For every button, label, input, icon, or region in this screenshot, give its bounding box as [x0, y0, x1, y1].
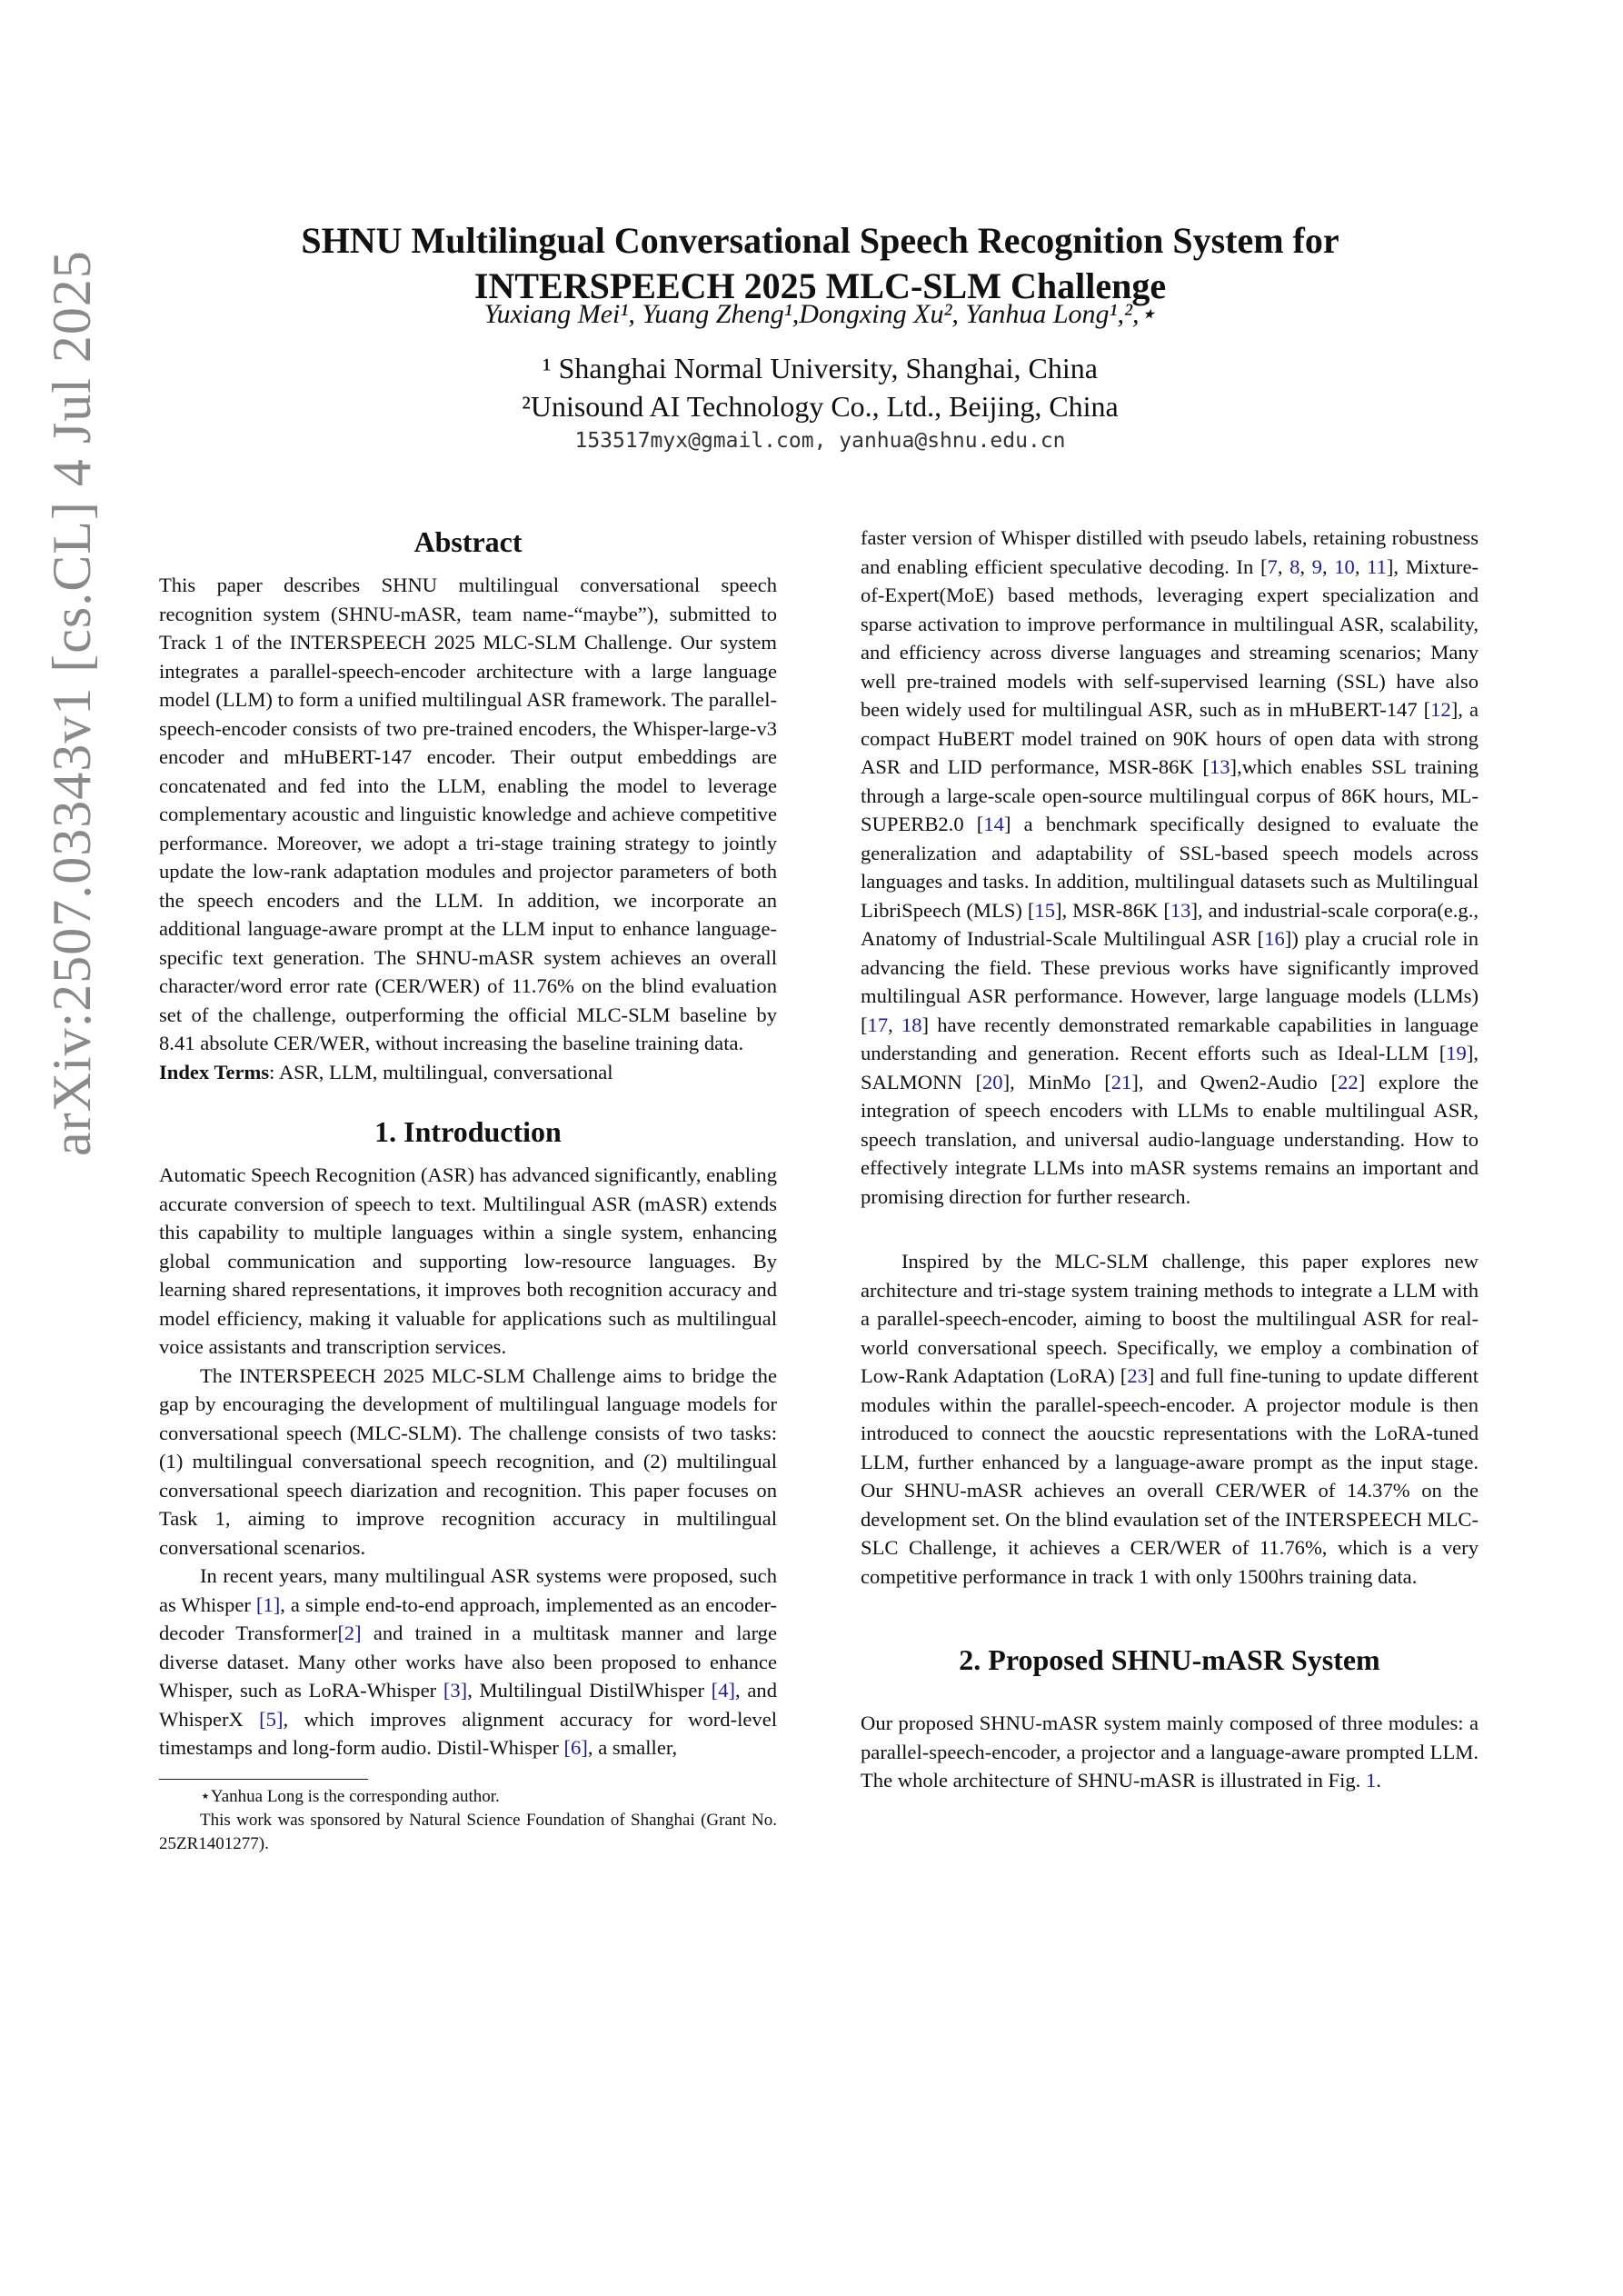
abstract-text: This paper describes SHNU multilingual conversational speech recognition system (SHNU-mASR, team name-“maybe”), submitted to Track 1 of the INTERSPEECH 2025 MLC-SLM Challenge. Our system integrates a parallel-speech-encoder architecture with a large language model (LLM) to form a unified multilingual ASR framework. The parallel-speech-encoder consists of two pre-trained encoders, the Whisper-large-v3 encoder and mHuBERT-147 encoder. Their output embeddings are concatenated and fed into the LLM, enabling the model to leverage complementary acoustic and linguistic knowledge and achieve competitive performance. Moreover, we adopt a tri-stage training strategy to jointly update the low-rank adaptation modules and projector parameters of both the speech encoders and the LLM. In addition, we incorporate an additional language-aware prompt at the LLM input to enhance language-specific text generation. The SHNU-mASR system achieves an overall character/word error rate (CER/WER) of 11.76% on the blind evaluation set of the challenge, outperforming the official MLC-SLM baseline by 8.41 absolute CER/WER, without increasing the baseline training data. [159, 574, 777, 1054]
citation-link[interactable]: 18 [901, 1013, 922, 1036]
citation-link[interactable]: 7 [1267, 554, 1278, 578]
affiliation-2: ²Unisound AI Technology Co., Ltd., Beijing, China [522, 390, 1119, 423]
citation-link[interactable]: 22 [1338, 1070, 1359, 1093]
citation-link[interactable]: 11 [1367, 554, 1387, 578]
citation-link[interactable]: 19 [1446, 1042, 1467, 1064]
author-list: Yuxiang Mei¹, Yuang Zheng¹,Dongxing Xu², Yanhua Long¹,²,⋆ [483, 299, 1157, 329]
citation-link[interactable]: 14 [983, 813, 1004, 835]
citation-link[interactable]: [4] [711, 1679, 736, 1702]
citation-link[interactable]: 20 [981, 1070, 1003, 1093]
motivation-paragraph: Inspired by the MLC-SLM challenge, this paper explores new architecture and tri-stage system training methods to integrate a LLM with a parallel-speech-encoder, aiming to boost the multilingual ASR for real-world conversational speech. Specifically, we employ a combination of Low-Rank Adaptation (LoRA) [23] and full fine-tuning to update different modules within the parallel-speech-encoder. A projector module is then introduced to connect the aoucstic representations with the LoRA-tuned LLM, further enhanced by a language-aware prompt as the input stage. Our SHNU-mASR achieves an overall CER/WER of 14.37% on the development set. On the blind evaulation set of the INTERSPEECH MLC-SLC Challenge, it achieves a CER/WER of 11.76%, which is a very competitive performance in track 1 with only 1500hrs training data. [861, 1250, 1479, 1588]
left-column [159, 524, 777, 1856]
affiliation-1: ¹ Shanghai Normal University, Shanghai, China [543, 352, 1098, 384]
figure-link[interactable]: 1 [1365, 1769, 1377, 1792]
arxiv-identifier: arXiv:2507.03343v1 [cs.CL] 4 Jul 2025 [42, 250, 102, 1156]
paper-title [164, 218, 1477, 309]
intro-paragraph-1: Automatic Speech Recognition (ASR) has advanced significantly, enabling accurate conversion of speech to text. Multilingual ASR (mASR) extends this capability to multiple languages within a single system, enhancing global communication and supporting low-resource languages. By learning shared representations, it improves both recognition accuracy and model efficiency, making it valuable for applications such as multilingual voice assistants and transcription services. [159, 1163, 777, 1358]
citation-link[interactable]: 21 [1110, 1070, 1132, 1093]
title-line-2: INTERSPEECH 2025 MLC-SLM Challenge [473, 265, 1167, 306]
citation-link[interactable]: 8 [1289, 554, 1300, 578]
citation-link[interactable]: 13 [1170, 898, 1191, 922]
introduction-heading: 1. Introduction [374, 1115, 562, 1148]
title-block [164, 218, 1477, 453]
footnote-corresponding-author: ⋆Yanhua Long is the corresponding author. [200, 1786, 500, 1806]
section-2-heading: 2. Proposed SHNU-mASR System [959, 1643, 1380, 1676]
index-terms [159, 1058, 777, 1087]
index-terms-label: Index Terms [159, 1060, 270, 1083]
intro-paragraph-3: In recent years, many multilingual ASR systems were proposed, such as Whisper [1], a simple end-to-end approach, implemented as an encoder-decoder Transformer[2] and trained in a multitask manner and large diverse dataset. Many other works have also been proposed to enhance Whisper, such as LoRA-Whisper [3], Multilingual DistilWhisper [4], and WhisperX [5], which improves alignment accuracy for word-level timestamps and long-form audio. Distil-Whisper [6], a smaller, [159, 1564, 778, 1759]
index-terms-text: : ASR, LLM, multilingual, conversational [269, 1060, 613, 1083]
citation-link[interactable]: 23 [1127, 1364, 1148, 1387]
related-work-paragraph: faster version of Whisper distilled with pseudo labels, retaining robustness and enabling efficient speculative decoding. In [7, 8, 9, 10, 11], Mixture-of-Expert(MoE) based methods, leveraging expert specialization and sparse activation to improve performance in multilingual ASR, scalability, and efficiency across diverse languages and streaming scenarios; Many well pre-trained models with self-supervised learning (SSL) have also been widely used for multilingual ASR, such as in mHuBERT-147 [12], a compact HuBERT model trained on 90K hours of open data with strong ASR and LID performance, MSR-86K [13],which enables SSL training through a large-scale open-source multilingual corpus of 86K hours, ML-SUPERB2.0 [14] a benchmark specifically designed to evaluate the generalization and adaptability of SSL-based speech models across languages and tasks. In addition, multilingual datasets such as Multilingual LibriSpeech (MLS) [15], MSR-86K [13], and industrial-scale corpora(e.g., Anatomy of Industrial-Scale Multilingual ASR [16]) play a crucial role in advancing the field. These previous works have significantly improved multilingual ASR performance. However, large language models (LLMs) [17, 18] have recently demonstrated remarkable capabilities in language understanding and generation. Recent efforts such as Ideal-LLM [19], SALMONN [20], MinMo [21], and Qwen2-Audio [22] explore the integration of speech encoders with LLMs to enable multilingual ASR, speech translation, and universal audio-language understanding. How to effectively integrate LLMs into mASR systems remains an important and promising direction for further research. [861, 526, 1479, 1208]
right-column [861, 524, 1479, 1795]
footnote-funding: This work was sponsored by Natural Science Foundation of Shanghai (Grant No. 25ZR1401277). [159, 1810, 777, 1853]
citation-link[interactable]: [1] [255, 1592, 281, 1616]
section-2-paragraph: Our proposed SHNU-mASR system mainly composed of three modules: a parallel-speech-encoder, a projector and a language-aware prompted LLM. The whole architecture of SHNU-mASR is illustrated in Fig. 1. [861, 1712, 1479, 1792]
footnote-divider [159, 1779, 368, 1780]
citation-link[interactable]: [3] [443, 1679, 468, 1702]
citation-link[interactable]: 12 [1430, 698, 1451, 721]
intro-paragraph-2: The INTERSPEECH 2025 MLC-SLM Challenge aims to bridge the gap by encouraging the development of multilingual language models for conversational speech (MLC-SLM). The challenge consists of two tasks: (1) multilingual conversational speech recognition, and (2) multilingual conversational speech diarization and recognition. This paper focuses on Task 1, aiming to improve recognition accuracy in multilingual conversational scenarios. [159, 1363, 777, 1559]
citation-link[interactable]: [6] [563, 1736, 588, 1759]
citation-link[interactable]: 9 [1311, 554, 1322, 578]
citation-link[interactable]: 17 [867, 1013, 889, 1036]
citation-link[interactable]: 10 [1334, 554, 1355, 578]
citation-link[interactable]: [2] [337, 1622, 362, 1644]
citation-link[interactable]: 13 [1209, 755, 1230, 778]
author-emails: 153517myx@gmail.com, yanhua@shnu.edu.cn [574, 429, 1066, 453]
abstract-heading: Abstract [413, 525, 523, 558]
citation-link[interactable]: 16 [1264, 927, 1285, 950]
citation-link[interactable]: [5] [259, 1707, 284, 1731]
citation-link[interactable]: 15 [1034, 898, 1056, 922]
affiliations [164, 349, 1477, 425]
title-line-1: SHNU Multilingual Conversational Speech Recognition System for [301, 220, 1339, 261]
